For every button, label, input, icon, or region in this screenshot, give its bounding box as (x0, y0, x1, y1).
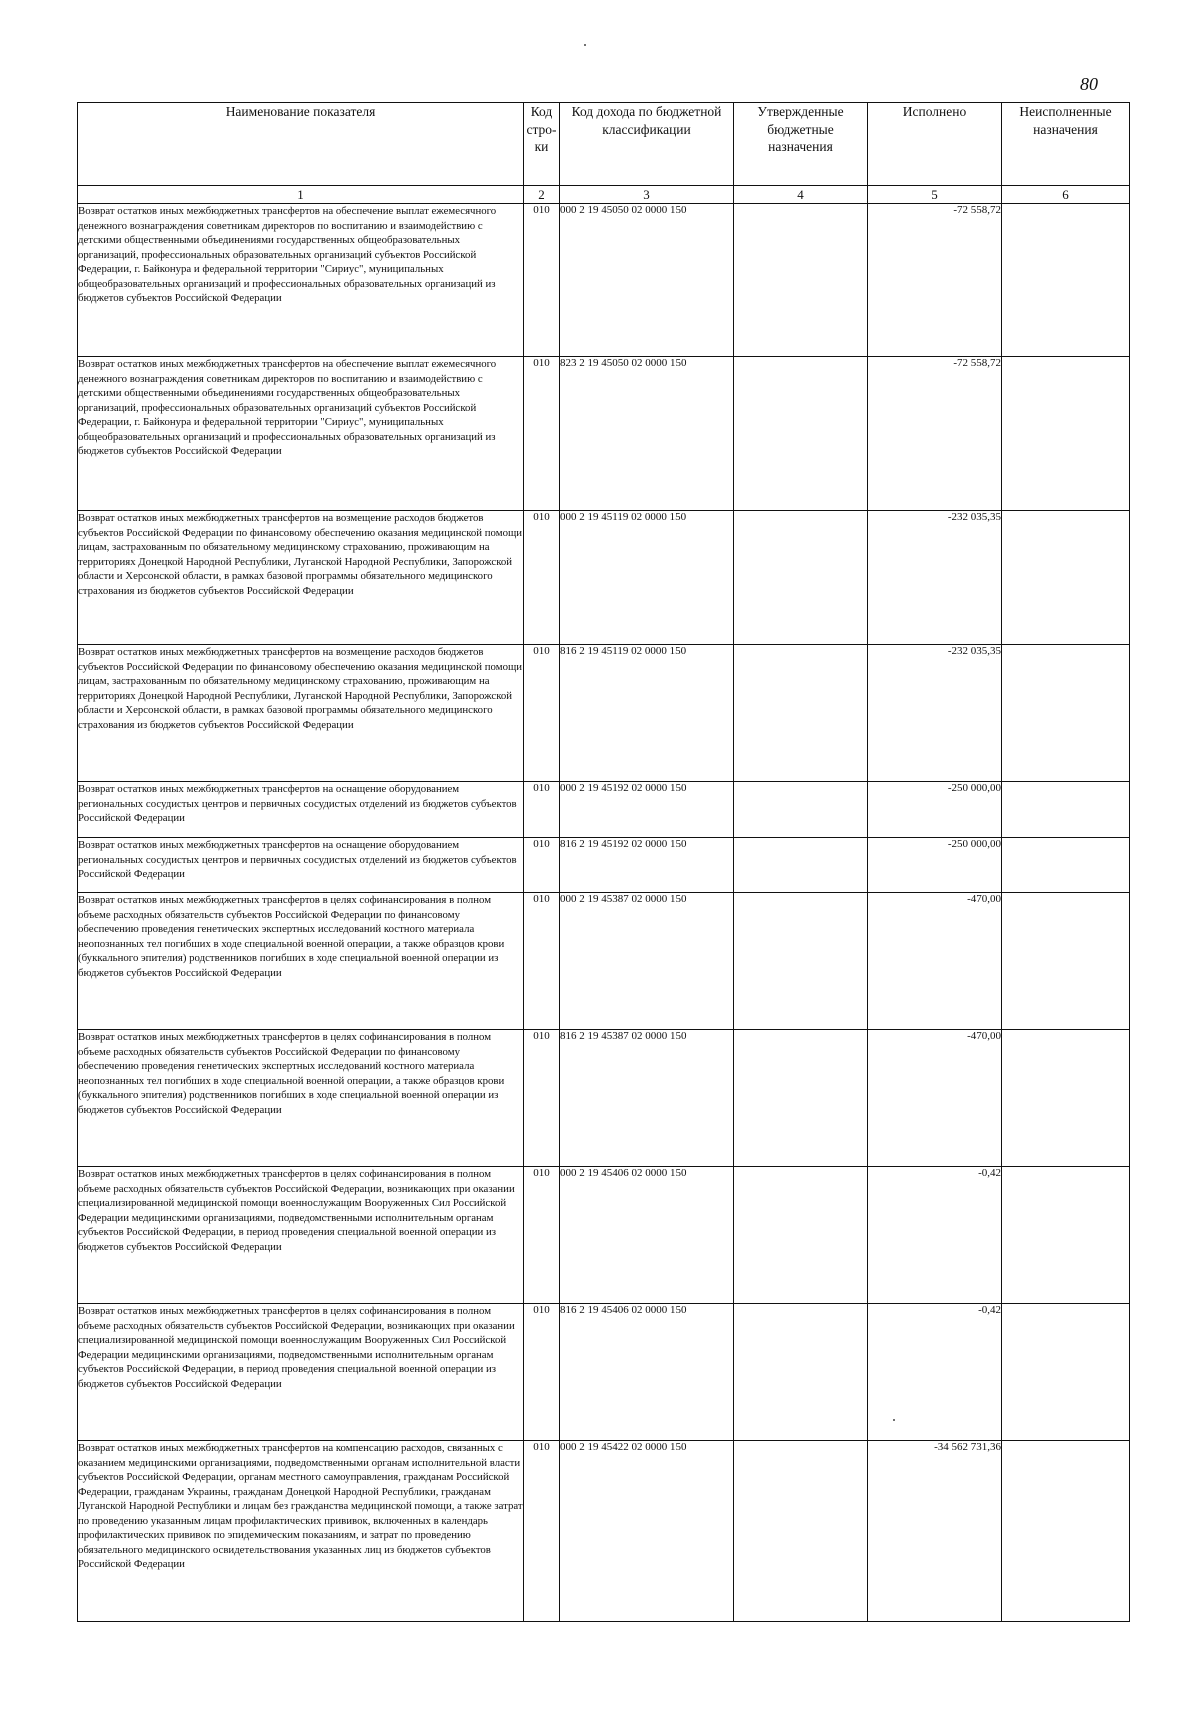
indicator-name: Возврат остатков иных межбюджетных трансфертов в целях софинансирования в полном объеме расходных обязательств субъектов Российской Федерации по финансовому обеспечению проведения генетических экспертных исследований костного материала неопознанных тел погибших в ходе специальной военной операции, а также образцов крови (буккального эпителия) родственников погибших в ходе специальной военной операции из бюджетов субъектов Российской Федерации (78, 893, 524, 1030)
unexecuted-amount (1002, 357, 1130, 511)
approved-amount (734, 782, 868, 838)
table-row (78, 1167, 1130, 1304)
indicator-name: Возврат остатков иных межбюджетных трансфертов на возмещение расходов бюджетов субъектов Российской Федерации по финансовому обеспечению оказания медицинской помощи лицам, застрахованным по обязательному медицинскому страхованию, проживающим на территориях Донецкой Народной Республики, Луганской Народной Республики, Запорожской области и Херсонской области, в рамках базовой программы обязательного медицинского страхования из бюджетов субъектов Российской Федерации (78, 511, 524, 645)
executed-amount: -232 035,35 (868, 511, 1002, 645)
header-unexecuted: Неисполненные назначения (1002, 103, 1130, 186)
indicator-name: Возврат остатков иных межбюджетных трансфертов на возмещение расходов бюджетов субъектов Российской Федерации по финансовому обеспечению оказания медицинской помощи лицам, застрахованным по обязательному медицинскому страхованию, проживающим на территориях Донецкой Народной Республики, Луганской Народной Республики, Запорожской области и Херсонской области, в рамках базовой программы обязательного медицинского страхования из бюджетов субъектов Российской Федерации (78, 645, 524, 782)
income-code: 000 2 19 45422 02 0000 150 (560, 1441, 734, 1622)
row-code: 010 (524, 838, 560, 893)
executed-amount: -72 558,72 (868, 204, 1002, 357)
executed-amount: -250 000,00 (868, 782, 1002, 838)
approved-amount (734, 1167, 868, 1304)
indicator-name: Возврат остатков иных межбюджетных трансфертов в целях софинансирования в полном объеме расходных обязательств субъектов Российской Федерации, возникающих при оказании специализированной медицинской помощи военнослужащим Вооруженных Сил Российской Федерации медицинскими организациями, подведомственными исполнительным органам субъектов Российской Федерации, в период проведения специальной военной операции из бюджетов субъектов Российской Федерации (78, 1304, 524, 1441)
table-row (78, 511, 1130, 645)
approved-amount (734, 357, 868, 511)
indicator-name: Возврат остатков иных межбюджетных трансфертов на оснащение оборудованием региональных сосудистых центров и первичных сосудистых отделений из бюджетов субъектов Российской Федерации (78, 782, 524, 838)
indicator-name: Возврат остатков иных межбюджетных трансфертов на оснащение оборудованием региональных сосудистых центров и первичных сосудистых отделений из бюджетов субъектов Российской Федерации (78, 838, 524, 893)
col-number: 1 (78, 186, 524, 204)
col-number: 4 (734, 186, 868, 204)
approved-amount (734, 204, 868, 357)
page-number: 80 (1080, 74, 1098, 94)
scan-speck (584, 44, 586, 46)
row-code: 010 (524, 204, 560, 357)
income-code: 000 2 19 45050 02 0000 150 (560, 204, 734, 357)
income-code: 823 2 19 45050 02 0000 150 (560, 357, 734, 511)
income-code: 816 2 19 45406 02 0000 150 (560, 1304, 734, 1441)
col-number: 2 (524, 186, 560, 204)
table-row (78, 782, 1130, 838)
income-code: 000 2 19 45406 02 0000 150 (560, 1167, 734, 1304)
row-code: 010 (524, 511, 560, 645)
income-code: 000 2 19 45387 02 0000 150 (560, 893, 734, 1030)
approved-amount (734, 893, 868, 1030)
indicator-name: Возврат остатков иных межбюджетных трансфертов на компенсацию расходов, связанных с оказанием медицинскими организациями, подведомственными органам исполнительной власти субъектов Российской Федерации, органам местного самоуправления, гражданам Российской Федерации, гражданам Украины, гражданам Донецкой Народной Республики, гражданам Луганской Народной Республики и лицам без гражданства медицинской помощи, а также затрат по проведению указанным лицам профилактических прививок, включенных в календарь профилактических прививок по эпидемическим показаниям, и затрат по проведению обязательного медицинского освидетельствования указанных лиц из бюджетов субъектов Российской Федерации (78, 1441, 524, 1622)
row-code: 010 (524, 357, 560, 511)
indicator-name: Возврат остатков иных межбюджетных трансфертов в целях софинансирования в полном объеме расходных обязательств субъектов Российской Федерации по финансовому обеспечению проведения генетических экспертных исследований костного материала неопознанных тел погибших в ходе специальной военной операции, а также образцов крови (буккального эпителия) родственников погибших в ходе специальной военной операции из бюджетов субъектов Российской Федерации (78, 1030, 524, 1167)
approved-amount (734, 1304, 868, 1441)
row-code: 010 (524, 645, 560, 782)
row-code: 010 (524, 1304, 560, 1441)
table-row (78, 357, 1130, 511)
header-code: Код стро-ки (524, 103, 560, 186)
unexecuted-amount (1002, 893, 1130, 1030)
indicator-name: Возврат остатков иных межбюджетных трансфертов на обеспечение выплат ежемесячного денежного вознаграждения советникам директоров по воспитанию и взаимодействию с детскими общественными объединениями государственных общеобразовательных организаций, профессиональных образовательных организаций субъектов Российской Федерации, г. Байконура и федеральной территории "Сириус", муниципальных общеобразовательных организаций и профессиональных образовательных организаций из бюджетов субъектов Российской Федерации (78, 357, 524, 511)
income-code: 000 2 19 45192 02 0000 150 (560, 782, 734, 838)
table-row (78, 1030, 1130, 1167)
header-approved: Утвержденные бюджетные назначения (734, 103, 868, 186)
executed-amount: -0,42 (868, 1167, 1002, 1304)
approved-amount (734, 838, 868, 893)
report-table (77, 102, 1130, 1622)
header-executed: Исполнено (868, 103, 1002, 186)
table-row (78, 1441, 1130, 1622)
executed-amount: -232 035,35 (868, 645, 1002, 782)
approved-amount (734, 645, 868, 782)
row-code: 010 (524, 893, 560, 1030)
col-number: 5 (868, 186, 1002, 204)
table-row (78, 1304, 1130, 1441)
row-code: 010 (524, 1167, 560, 1304)
executed-amount: -34 562 731,36 (868, 1441, 1002, 1622)
header-name: Наименование показателя (78, 103, 524, 186)
header-kbk: Код дохода по бюджетной классификации (560, 103, 734, 186)
row-code: 010 (524, 1030, 560, 1167)
unexecuted-amount (1002, 1441, 1130, 1622)
income-code: 000 2 19 45119 02 0000 150 (560, 511, 734, 645)
row-code: 010 (524, 782, 560, 838)
col-number: 6 (1002, 186, 1130, 204)
income-code: 816 2 19 45192 02 0000 150 (560, 838, 734, 893)
table-row (78, 893, 1130, 1030)
indicator-name: Возврат остатков иных межбюджетных трансфертов в целях софинансирования в полном объеме расходных обязательств субъектов Российской Федерации, возникающих при оказании специализированной медицинской помощи военнослужащим Вооруженных Сил Российской Федерации медицинскими организациями, подведомственными исполнительным органам субъектов Российской Федерации, в период проведения специальной военной операции из бюджетов субъектов Российской Федерации (78, 1167, 524, 1304)
table-row (78, 838, 1130, 893)
unexecuted-amount (1002, 1304, 1130, 1441)
executed-amount: -250 000,00 (868, 838, 1002, 893)
indicator-name: Возврат остатков иных межбюджетных трансфертов на обеспечение выплат ежемесячного денежного вознаграждения советникам директоров по воспитанию и взаимодействию с детскими общественными объединениями государственных общеобразовательных организаций, профессиональных образовательных организаций субъектов Российской Федерации, г. Байконура и федеральной территории "Сириус", муниципальных общеобразовательных организаций и профессиональных образовательных организаций из бюджетов субъектов Российской Федерации (78, 204, 524, 357)
unexecuted-amount (1002, 511, 1130, 645)
unexecuted-amount (1002, 782, 1130, 838)
executed-amount: -470,00 (868, 1030, 1002, 1167)
row-code: 010 (524, 1441, 560, 1622)
unexecuted-amount (1002, 645, 1130, 782)
executed-amount: -470,00 (868, 893, 1002, 1030)
approved-amount (734, 1030, 868, 1167)
column-number-row (78, 186, 1130, 204)
col-number: 3 (560, 186, 734, 204)
unexecuted-amount (1002, 204, 1130, 357)
income-code: 816 2 19 45387 02 0000 150 (560, 1030, 734, 1167)
table-row (78, 645, 1130, 782)
executed-amount: -0,42 (868, 1304, 1002, 1441)
header-row (78, 103, 1130, 186)
table-row (78, 204, 1130, 357)
unexecuted-amount (1002, 1030, 1130, 1167)
income-code: 816 2 19 45119 02 0000 150 (560, 645, 734, 782)
unexecuted-amount (1002, 1167, 1130, 1304)
unexecuted-amount (1002, 838, 1130, 893)
executed-amount: -72 558,72 (868, 357, 1002, 511)
approved-amount (734, 1441, 868, 1622)
approved-amount (734, 511, 868, 645)
